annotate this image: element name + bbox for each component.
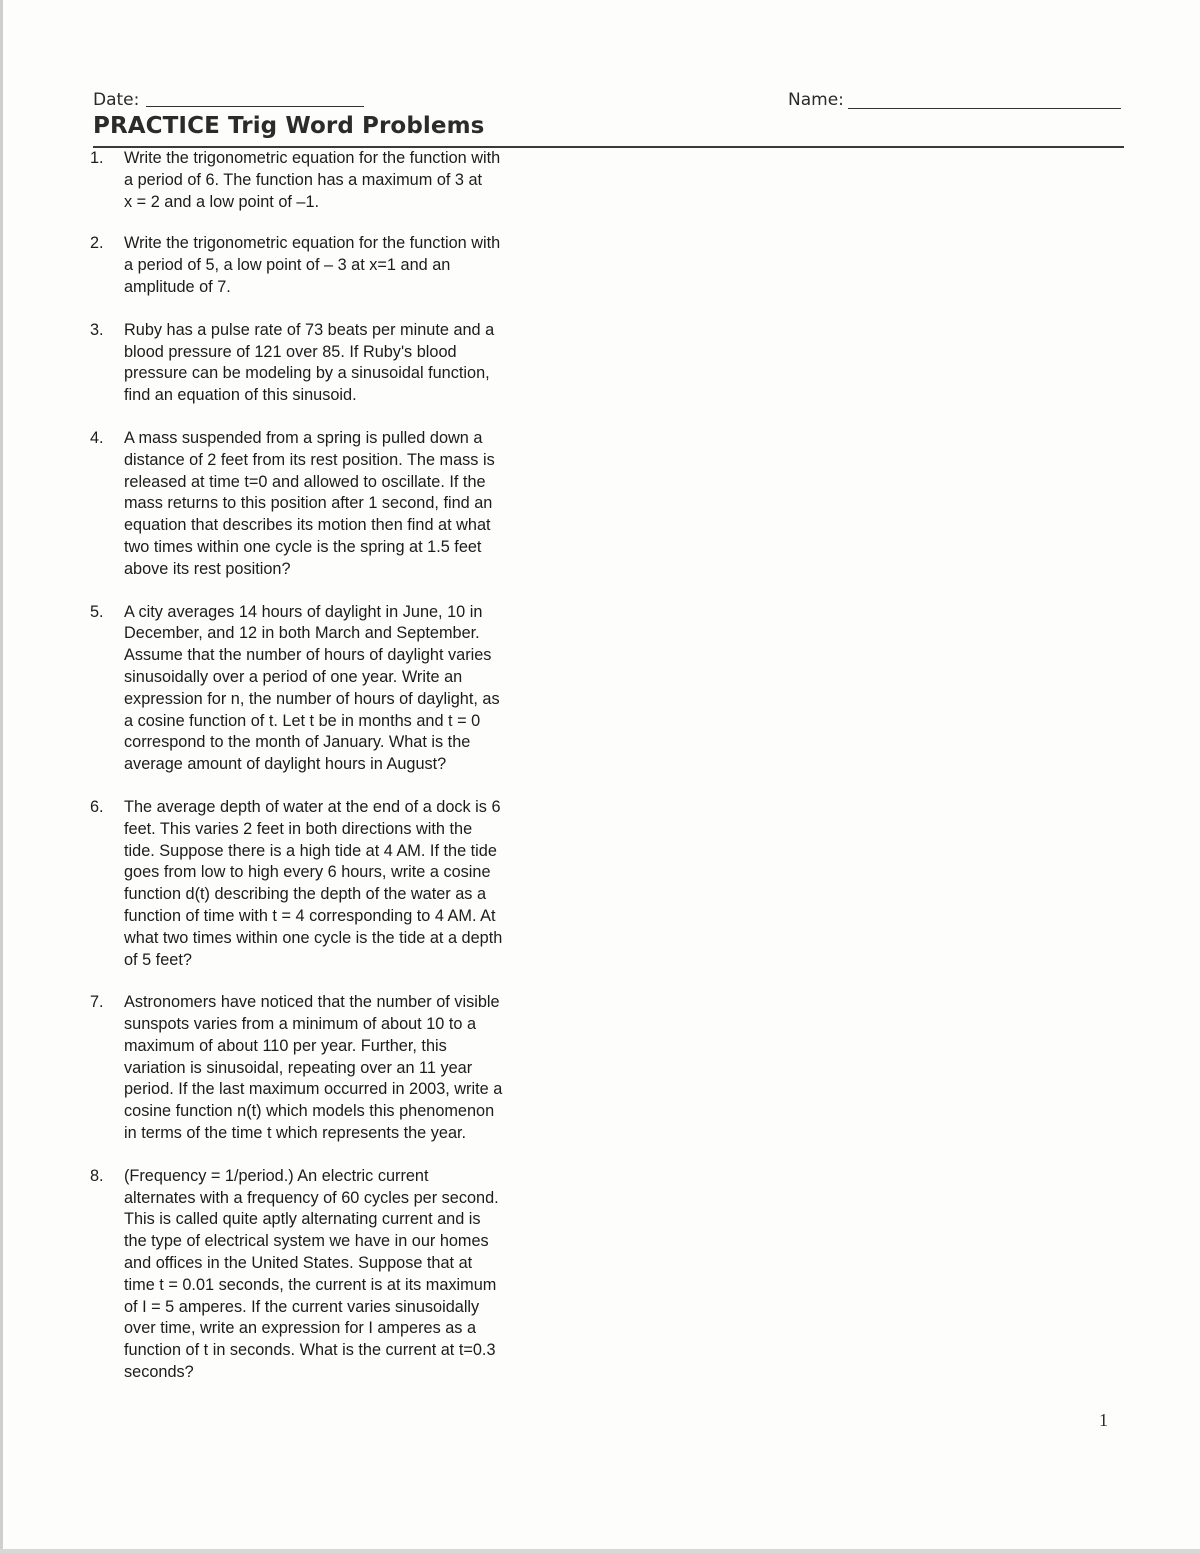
problem-item-6 <box>90 797 590 971</box>
problem-item-2 <box>90 233 590 298</box>
problem-item-8 <box>90 1166 590 1384</box>
problem-list <box>90 148 590 1384</box>
problem-text: Write the trigonometric equation for the function with a period of 6. The function has a maximum of 3 at x = 2 and a low point of –1. <box>124 149 501 211</box>
problem-item-4 <box>90 428 590 581</box>
problem-item-1 <box>90 148 590 213</box>
scan-edge-bottom <box>0 1549 1200 1553</box>
problem-number: 8. <box>90 1166 104 1185</box>
date-blank-line <box>146 106 364 107</box>
page-number: 1 <box>1099 1410 1108 1430</box>
problem-number: 5. <box>90 602 104 621</box>
problem-text: A city averages 14 hours of daylight in June, 10 in December, and 12 in both March and September. Assume that the number of hours of daylight varies sinusoidally over a period of one year. Write an expression for n, the number of hours of daylight, as a cosine function of t. Let t be in months and t = 0 correspond to the month of January. What is the average amount of daylight hours in August? <box>124 602 500 774</box>
problem-text: Ruby has a pulse rate of 73 beats per minute and a blood pressure of 121 over 85. If Ruby's blood pressure can be modeling by a sinusoidal function, find an equation of this sinusoid. <box>124 320 495 405</box>
problem-text: Write the trigonometric equation for the function with a period of 5, a low point of – 3 at x=1 and an amplitude of 7. <box>124 234 501 296</box>
problem-number: 3. <box>90 320 104 339</box>
page-title: PRACTICE Trig Word Problems <box>93 113 485 139</box>
date-label: Date: <box>93 90 140 110</box>
problem-item-5 <box>90 602 590 776</box>
problem-number: 1. <box>90 149 104 167</box>
name-blank-line <box>848 108 1121 109</box>
problem-number: 7. <box>90 993 104 1012</box>
problem-text: (Frequency = 1/period.) An electric current alternates with a frequency of 60 cycles per second. This is called quite aptly alternating current and is the type of electrical system we have in our homes and offices in the United States. Suppose that at time t = 0.01 seconds, the current is at its maximum of I = 5 amperes. If the current varies sinusoidally over time, write an expression for I amperes as a function of t in seconds. What is the current at t=0.3 seconds? <box>124 1166 499 1382</box>
problem-text: A mass suspended from a spring is pulled down a distance of 2 feet from its rest position. The mass is released at time t=0 and allowed to oscillate. If the mass returns to this position after 1 second, find an equation that describes its motion then find at what two times within one cycle is the spring at 1.5 feet above its rest position? <box>124 428 495 578</box>
problem-number: 6. <box>90 797 104 816</box>
scan-edge-left <box>0 0 3 1553</box>
problem-text: Astronomers have noticed that the number of visible sunspots varies from a minimum of about 10 to a maximum of about 110 per year. Further, this variation is sinusoidal, repeating over an 11 year period. If the last maximum occurred in 2003, write a cosine function n(t) which models this phenomenon in terms of the time t which represents the year. <box>124 993 503 1143</box>
problem-item-7 <box>90 992 590 1145</box>
problem-item-3 <box>90 320 590 407</box>
problem-text: The average depth of water at the end of a dock is 6 feet. This varies 2 feet in both directions with the tide. Suppose there is a high tide at 4 AM. If the tide goes from low to high every 6 hours, write a cosine function d(t) describing the depth of the water as a function of time with t = 4 corresponding to 4 AM. At what two times within one cycle is the tide at a depth of 5 feet? <box>124 797 503 969</box>
problem-number: 2. <box>90 234 104 253</box>
problem-number: 4. <box>90 428 104 447</box>
name-label: Name: <box>788 90 844 110</box>
